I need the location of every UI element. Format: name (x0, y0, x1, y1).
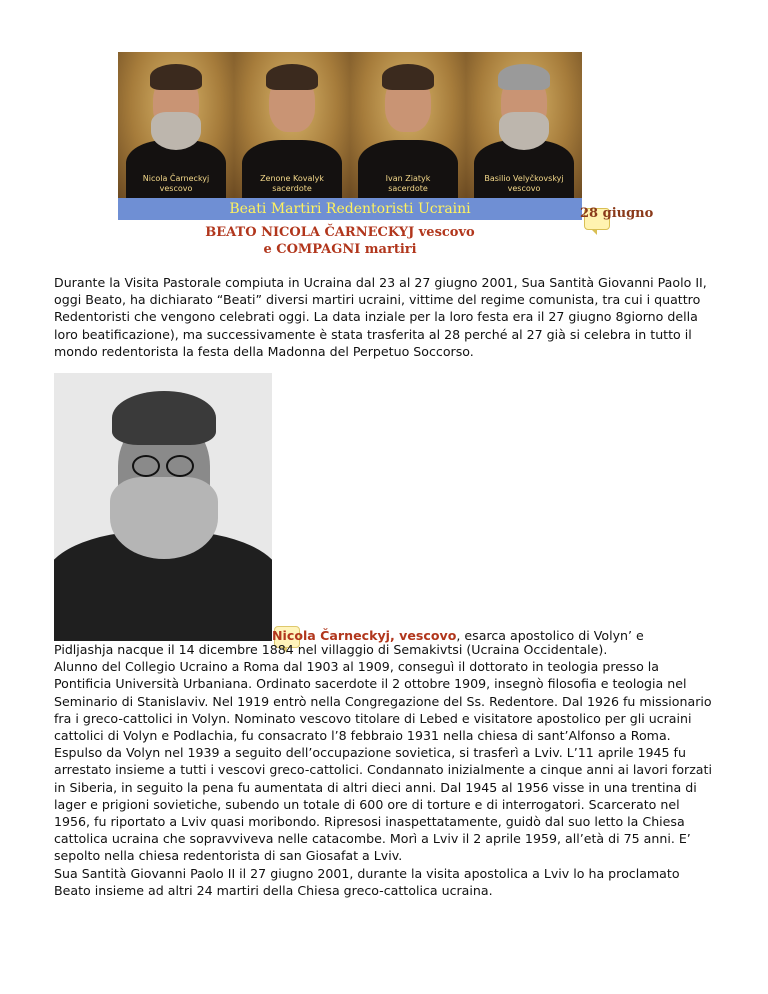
bio-paragraph: Sua Santità Giovanni Paolo II il 27 giugno 2001, durante la visita apostolica a Lviv lo ha proclamato Beato insieme ad altri 24 martiri della Chiesa greco-cattolica ucraina. (54, 865, 680, 898)
portrait-name: Ivan Ziatyk (385, 174, 431, 183)
martyrs-banner-image (118, 52, 582, 220)
portrait-name: Nicola Čarneckyj (142, 174, 210, 183)
banner-title: Beati Martiri Redentoristi Ucraini (229, 201, 471, 217)
portrait-name: Zenone Kovalyk (260, 174, 324, 183)
bio-lead-text: , esarca apostolico di Volyn’ e (456, 628, 644, 643)
portrait-role: vescovo (159, 184, 193, 193)
bishop-portrait-photo (54, 373, 272, 641)
portrait-velyckovskyj (466, 52, 582, 198)
portrait-role: sacerdote (388, 184, 428, 193)
bio-paragraph: Pidljashja nacque il 14 dicembre 1884 nel villaggio di Semakivtsi (Ucraina Occidentale). (54, 642, 608, 657)
bio-paragraph: Espulso da Volyn nel 1939 a seguito dell’occupazione sovietica, si trasferì a Lviv. L’11 aprile 1945 fu arrestato insieme a tutti i vescovi greco-cattolici. Condannato inizialmente a cinque anni ai lavori forzati in Siberia, in seguito la pena fu aumentata di altri dieci anni. Dal 1945 al 1956 visse in una trentina di lager e prigioni sovietiche, subendo un totale di 600 ore di torture e di interrogatori. Scarcerato nel 1956, fu riportato a Lviv quasi moribondo. Ripresosi inaspettatamente, guidò dal suo letto la Chiesa cattolica ucraina che sopravviveva nelle catacombe. Morì a Lviv il 2 aprile 1959, all’età di 75 anni. E’ sepolto nella chiesa redentorista di san Giosafat a Lviv. (54, 745, 712, 864)
portrait-ziatyk (350, 52, 466, 198)
portrait-carneckyj (118, 52, 234, 198)
intro-paragraph: Durante la Visita Pastorale compiuta in Ucraina dal 23 al 27 giugno 2001, Sua Santità Giovanni Paolo II, oggi Beato, ha dichiarato “Beati” diversi martiri ucraini, vittime del regime comunista, tra cui i quattro Redentoristi che vengono celebrati oggi. La data inziale per la loro festa era il 27 giugno 8giorno della loro beatificazione), ma successivamente è stata trasferita al 28 perché al 27 già si celebra in tutto il mondo redentorista la festa della Madonna del Perpetuo Soccorso. (54, 275, 707, 359)
portrait-role: vescovo (507, 184, 541, 193)
page-subtitle: e COMPAGNI martiri (263, 242, 417, 257)
feast-date: 28 giugno (580, 206, 654, 221)
portrait-name: Basilio Velyčkovskyj (484, 174, 564, 183)
portrait-role: sacerdote (272, 184, 312, 193)
bio-paragraph: Alunno del Collegio Ucraino a Roma dal 1903 al 1909, conseguì il dottorato in teologia presso la Pontificia Università Urbaniana. Ordinato sacerdote il 2 ottobre 1909, insegnò filosofia e teologia nel Seminario di Stanislaviv. Nel 1919 entrò nella Congregazione del Ss. Redentore. Dal 1926 fu missionario fra i greco-cattolici in Volyn. Nominato vescovo titolare di Lebed e visitatore apostolico per gli ucraini cattolici di Volyn e Podlachia, fu consacrato l’8 febbraio 1931 nella chiesa di sant’Alfonso a Roma. (54, 659, 712, 744)
page-title: BEATO NICOLA ČARNECKYJ vescovo (205, 225, 475, 240)
bio-name: Nicola Čarneckyj, vescovo (272, 628, 457, 643)
bio-text (54, 641, 716, 899)
portrait-kovalyk (234, 52, 350, 198)
